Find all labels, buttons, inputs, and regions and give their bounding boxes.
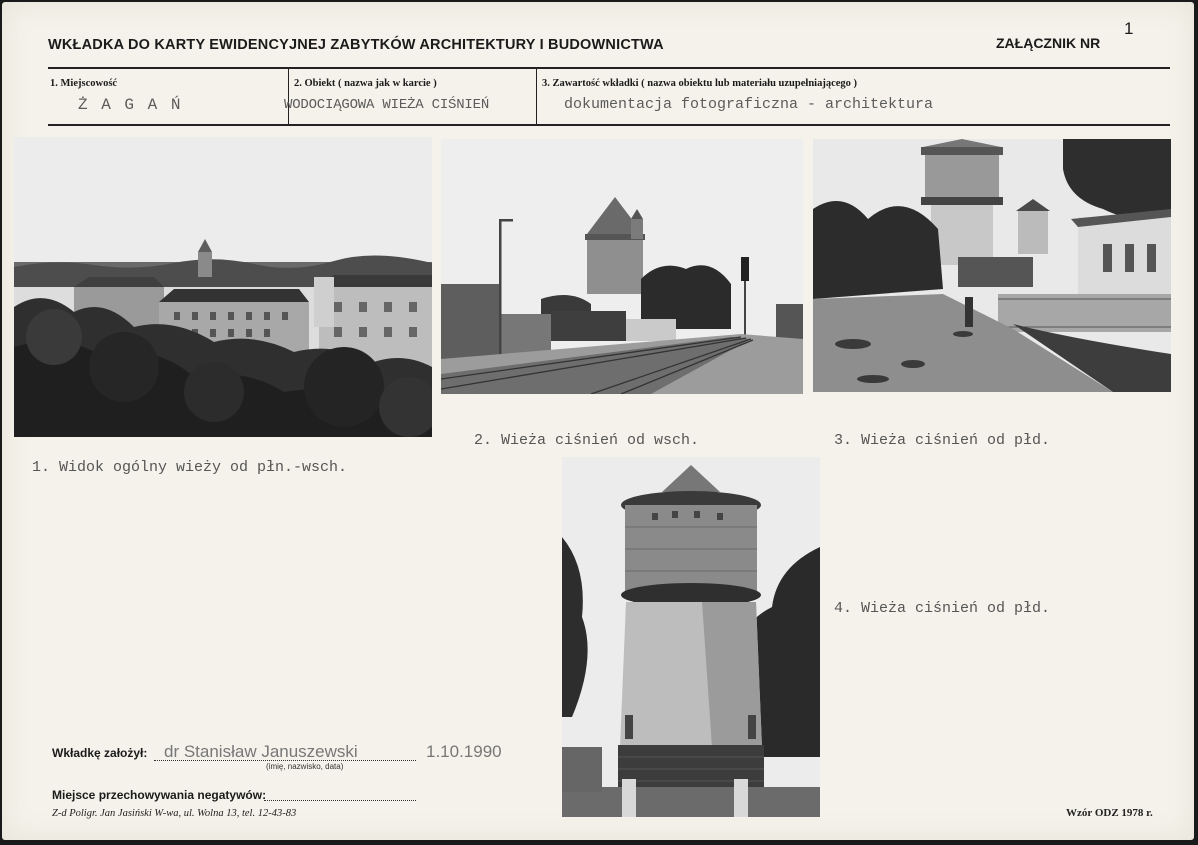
contents-value: dokumentacja fotograficzna - architektura bbox=[564, 96, 934, 113]
photo-2-caption: 2. Wieża ciśnień od wsch. bbox=[474, 432, 700, 449]
printer-info: Z-d Poligr. Jan Jasiński W-wa, ul. Wolna 13, tel. 12-43-83 bbox=[52, 808, 297, 819]
photo-4-caption: 4. Wieża ciśnień od płd. bbox=[834, 600, 1051, 617]
photo-1-caption: 1. Widok ogólny wieży od płn.-wsch. bbox=[32, 459, 348, 476]
annex-label: ZAŁĄCZNIK NR bbox=[996, 35, 1101, 51]
locality-label: 1. Miejscowość bbox=[50, 78, 118, 89]
tower-closeup-photo bbox=[562, 457, 820, 817]
record-sheet bbox=[2, 2, 1194, 840]
town-panorama-photo bbox=[14, 137, 432, 437]
header-rule-bottom bbox=[48, 124, 1170, 126]
header-rule-top bbox=[48, 67, 1170, 69]
locality-value: Ż A G A Ń bbox=[78, 96, 183, 114]
created-by-name: dr Stanisław Januszewski bbox=[164, 742, 358, 761]
railway-tower-photo bbox=[441, 139, 803, 394]
object-label: 2. Obiekt ( nazwa jak w karcie ) bbox=[294, 78, 437, 89]
created-by-hint: (imię, nazwisko, data) bbox=[266, 762, 344, 771]
created-date: 1.10.1990 bbox=[426, 742, 502, 761]
form-model: Wzór ODZ 1978 r. bbox=[1066, 807, 1153, 819]
object-value: WODOCIĄGOWA WIEŻA CIŚNIEŃ bbox=[284, 97, 490, 113]
negatives-label: Miejsce przechowywania negatywów: bbox=[52, 788, 267, 802]
created-by-label: Wkładkę założył: bbox=[52, 746, 148, 760]
photo-3-caption: 3. Wieża ciśnień od płd. bbox=[834, 432, 1051, 449]
document-title: WKŁADKA DO KARTY EWIDENCYJNEJ ZABYTKÓW ARCHITEKTURY I BUDOWNICTWA bbox=[48, 37, 664, 53]
contents-label: 3. Zawartość wkładki ( nazwa obiektu lub materiału uzupełniającego ) bbox=[542, 78, 858, 89]
negatives-line bbox=[264, 800, 416, 801]
street-tower-photo bbox=[813, 139, 1171, 392]
field-divider-2 bbox=[536, 69, 537, 125]
annex-number: 1 bbox=[1124, 19, 1134, 38]
